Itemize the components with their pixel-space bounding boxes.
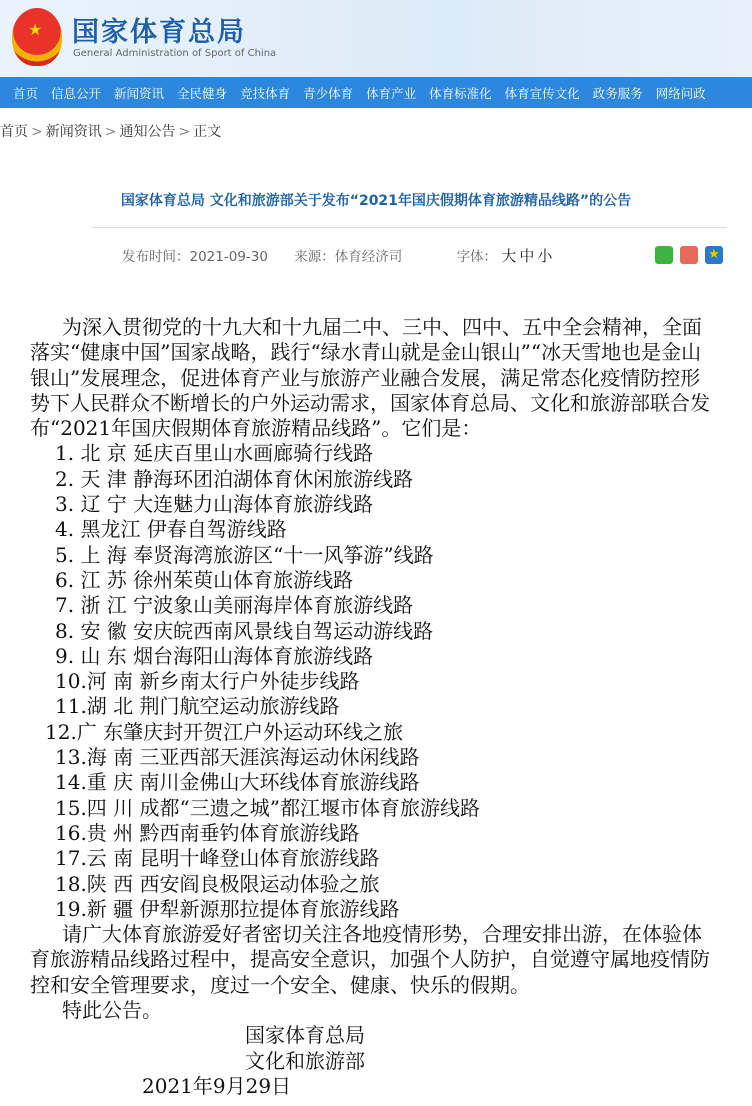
publish-label: 发布时间：: [122, 249, 190, 265]
main-nav: [0, 77, 752, 108]
nav-item[interactable]: 政务服务: [592, 85, 643, 101]
nav-item[interactable]: 全民健身: [177, 85, 228, 101]
intro-line: 势下人民群众不断增长的户外运动需求，国家体育总局、文化和旅游部联合发: [30, 390, 710, 415]
route-item: 10.河 南 新乡南太行户外徒步线路: [55, 669, 360, 694]
divider: [92, 227, 727, 228]
breadcrumb-current: 正文: [193, 124, 222, 140]
font-size-small[interactable]: 小: [537, 247, 556, 265]
route-item: 12.广 东肇庆封开贺江户外运动环线之旅: [45, 719, 404, 744]
route-item: 16.贵 州 黔西南垂钓体育旅游线路: [55, 820, 360, 845]
nav-item[interactable]: 体育产业: [366, 85, 417, 101]
nav-item[interactable]: 体育标准化: [429, 85, 492, 101]
breadcrumb-home[interactable]: 首页: [0, 124, 28, 140]
closing-line: 请广大体育旅游爱好者密切关注各地疫情形势，合理安排出游，在体验体: [62, 922, 702, 947]
route-item: 11.湖 北 荆门航空运动旅游线路: [55, 694, 340, 719]
notice-text: 特此公告。: [62, 998, 162, 1023]
route-item: 1. 北 京 延庆百里山水画廊骑行线路: [55, 441, 374, 466]
route-item: 7. 浙 江 宁波象山美丽海岸体育旅游线路: [55, 593, 414, 618]
route-item: 8. 安 徽 安庆皖西南风景线自驾运动游线路: [55, 618, 434, 643]
font-size-medium[interactable]: 中: [519, 247, 538, 265]
site-title[interactable]: 国家体育总局: [72, 17, 246, 48]
route-item: 19.新 疆 伊犁新源那拉提体育旅游线路: [55, 896, 400, 921]
route-item: 9. 山 东 烟台海阳山海体育旅游线路: [55, 643, 374, 668]
route-item: 17.云 南 昆明十峰登山体育旅游线路: [55, 846, 380, 871]
closing-line: 控和安全管理要求，度过一个安全、健康、快乐的假期。: [30, 972, 530, 997]
article-title: 国家体育总局 文化和旅游部关于发布“2021年国庆假期体育旅游精品线路”的公告: [120, 193, 632, 209]
publish-date: 2021-09-30: [189, 249, 268, 265]
nav-item[interactable]: 信息公开: [51, 85, 102, 101]
route-item: 18.陕 西 西安阎良极限运动体验之旅: [55, 871, 380, 896]
breadcrumb-notices[interactable]: 通知公告: [119, 124, 176, 140]
route-item: 3. 辽 宁 大连魅力山海体育旅游线路: [55, 492, 374, 517]
intro-line: 银山”发展理念，促进体育产业与旅游产业融合发展，满足常态化疫情防控形: [30, 365, 701, 390]
nav-item[interactable]: 竞技体育: [240, 85, 291, 101]
nav-item[interactable]: 首页: [13, 85, 39, 101]
wechat-share-icon[interactable]: [655, 246, 673, 264]
intro-line: 为深入贯彻党的十九大和十九届二中、三中、四中、五中全会精神，全面: [62, 315, 702, 339]
signature-date: 2021年9月29日: [142, 1073, 292, 1098]
nav-item[interactable]: 青少体育: [303, 85, 354, 101]
intro-line: 落实“健康中国”国家战略，践行“绿水青山就是金山银山”“冰天雪地也是金山: [30, 340, 702, 365]
font-size-large[interactable]: 大: [501, 247, 520, 265]
intro-line: 布“2021年国庆假期体育旅游精品线路”。它们是：: [30, 416, 482, 441]
nav-item[interactable]: 新闻资讯: [114, 85, 165, 101]
national-emblem-logo: ★: [12, 8, 62, 66]
route-item: 6. 江 苏 徐州茱萸山体育旅游线路: [55, 567, 354, 592]
route-item: 4. 黑龙江 伊春自驾游线路: [55, 517, 287, 542]
nav-item[interactable]: 网络问政: [655, 85, 706, 101]
article-meta: [122, 245, 555, 266]
breadcrumb: 首页 > 新闻资讯 > 通知公告 > 正文: [0, 124, 222, 140]
source-label: 来源：: [294, 249, 335, 265]
nav-item[interactable]: 体育宣传文化: [504, 85, 580, 101]
route-item: 15.四 川 成都“三遗之城”都江堰市体育旅游线路: [55, 795, 480, 820]
weibo-share-icon[interactable]: [680, 246, 698, 264]
signature: 文化和旅游部: [245, 1048, 365, 1073]
closing-line: 育旅游精品线路过程中，提高安全意识，加强个人防护，自觉遵守属地疫情防: [30, 947, 710, 972]
site-subtitle: General Administration of Sport of China: [73, 48, 277, 59]
font-label: 字体：: [456, 249, 498, 265]
source: 体育经济司: [334, 249, 403, 265]
signature: 国家体育总局: [245, 1023, 365, 1048]
breadcrumb-news[interactable]: 新闻资讯: [45, 124, 102, 140]
route-item: 14.重 庆 南川金佛山大环线体育旅游线路: [55, 770, 420, 795]
site-header: [0, 0, 752, 77]
route-item: 5. 上 海 奉贤海湾旅游区“十一风筝游”线路: [55, 542, 434, 567]
route-item: 2. 天 津 静海环团泊湖体育休闲旅游线路: [55, 466, 414, 491]
article-body: [30, 315, 730, 1099]
route-item: 13.海 南 三亚西部天涯滨海运动休闲线路: [55, 745, 420, 770]
qzone-share-icon[interactable]: ★: [705, 246, 723, 264]
